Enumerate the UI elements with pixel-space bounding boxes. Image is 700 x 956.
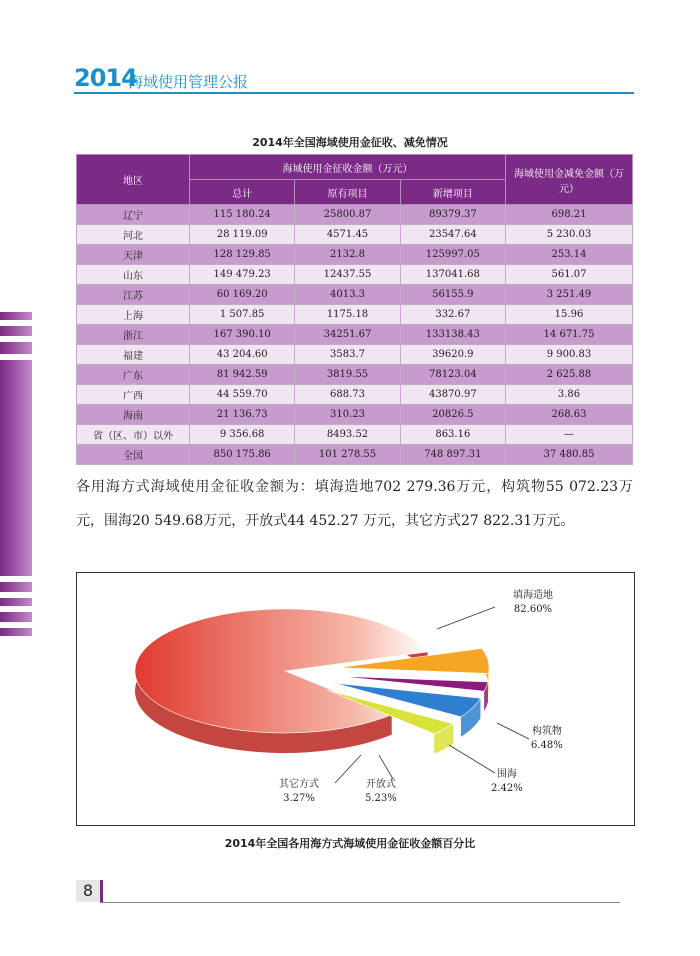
cell-region: 浙江	[77, 325, 190, 345]
cell-total: 81 942.59	[190, 365, 295, 385]
cell-total: 167 390.10	[190, 325, 295, 345]
pie-slice-0	[135, 609, 428, 733]
cell-orig: 1175.18	[295, 305, 400, 325]
header-reduce: 海域使用金减免金额（万元）	[506, 155, 633, 205]
cell-total: 128 129.85	[190, 245, 295, 265]
cell-orig: 34251.67	[295, 325, 400, 345]
cell-new: 78123.04	[400, 365, 505, 385]
cell-reduce: 14 671.75	[506, 325, 633, 345]
table-row	[77, 445, 633, 465]
label-other: 其它方式 3.27%	[279, 779, 319, 804]
table-row	[77, 245, 633, 265]
cell-orig: 25800.87	[295, 205, 400, 225]
cell-total: 1 507.85	[190, 305, 295, 325]
cell-region: 海南	[77, 405, 190, 425]
cell-orig: 2132.8	[295, 245, 400, 265]
cell-total: 44 559.70	[190, 385, 295, 405]
cell-orig: 101 278.55	[295, 445, 400, 465]
leader-line	[497, 723, 529, 739]
table-row	[77, 405, 633, 425]
cell-region: 山东	[77, 265, 190, 285]
cell-reduce: 561.07	[506, 265, 633, 285]
cell-total: 28 119.09	[190, 225, 295, 245]
page-number: 8	[76, 880, 103, 902]
cell-orig: 4571.45	[295, 225, 400, 245]
cell-region: 江苏	[77, 285, 190, 305]
cell-new: 125997.05	[400, 245, 505, 265]
cell-new: 89379.37	[400, 205, 505, 225]
header-group: 海域使用金征收金额（万元）	[190, 155, 506, 180]
cell-orig: 8493.52	[295, 425, 400, 445]
cell-region: 广东	[77, 365, 190, 385]
leader-line	[335, 755, 361, 783]
table-row	[77, 225, 633, 245]
header-total: 总计	[190, 180, 295, 205]
cell-reduce: 268.63	[506, 405, 633, 425]
cell-region: 全国	[77, 445, 190, 465]
label-open: 开放式 5.23%	[365, 779, 397, 804]
cell-orig: 12437.55	[295, 265, 400, 285]
cell-new: 43870.97	[400, 385, 505, 405]
cell-region: 上海	[77, 305, 190, 325]
cell-total: 149 479.23	[190, 265, 295, 285]
cell-region: 省（区、市）以外	[77, 425, 190, 445]
side-decoration	[0, 312, 32, 642]
cell-reduce: 5 230.03	[506, 225, 633, 245]
cell-new: 23547.64	[400, 225, 505, 245]
cell-orig: 3583.7	[295, 345, 400, 365]
cell-new: 39620.9	[400, 345, 505, 365]
summary-paragraph: 各用海方式海域使用金征收金额为：填海造地702 279.36万元，构筑物55 072.23万元，围海20 549.68万元，开放式44 452.27 万元，其它方式27 822.31万元。	[76, 479, 633, 529]
cell-reduce: 9 900.83	[506, 345, 633, 365]
cell-new: 863.16	[400, 425, 505, 445]
cell-new: 332.67	[400, 305, 505, 325]
cell-new: 133138.43	[400, 325, 505, 345]
cell-reduce: 3 251.49	[506, 285, 633, 305]
table-row	[77, 265, 633, 285]
cell-total: 43 204.60	[190, 345, 295, 365]
page-header	[74, 64, 634, 94]
cell-total: 115 180.24	[190, 205, 295, 225]
cell-new: 56155.9	[400, 285, 505, 305]
cell-reduce: 37 480.85	[506, 445, 633, 465]
leader-line	[379, 755, 393, 779]
label-enclosed: 围海 2.42%	[491, 769, 523, 794]
cell-new: 748 897.31	[400, 445, 505, 465]
cell-total: 850 175.86	[190, 445, 295, 465]
leader-line	[449, 745, 495, 773]
header-orig: 原有项目	[295, 180, 400, 205]
cell-orig: 4013.3	[295, 285, 400, 305]
cell-reduce: 698.21	[506, 205, 633, 225]
cell-reduce: —	[506, 425, 633, 445]
leader-line	[437, 607, 495, 629]
header-rule	[74, 92, 634, 94]
table-row	[77, 305, 633, 325]
table-row	[77, 325, 633, 345]
label-structure: 构筑物 6.48%	[531, 726, 563, 751]
cell-new: 137041.68	[400, 265, 505, 285]
cell-orig: 3819.55	[295, 365, 400, 385]
fee-table	[76, 154, 633, 465]
header-year: 2014	[74, 64, 137, 92]
table-row	[77, 365, 633, 385]
chart-title: 2014年全国各用海方式海域使用金征收金额百分比	[224, 837, 476, 850]
footer-rule	[100, 902, 620, 903]
cell-region: 天津	[77, 245, 190, 265]
cell-new: 20826.5	[400, 405, 505, 425]
cell-orig: 688.73	[295, 385, 400, 405]
cell-total: 21 136.73	[190, 405, 295, 425]
table-row	[77, 205, 633, 225]
cell-reduce: 253.14	[506, 245, 633, 265]
cell-total: 9 356.68	[190, 425, 295, 445]
cell-region: 辽宁	[77, 205, 190, 225]
table-title: 2014年全国海域使用金征收、减免情况	[252, 136, 448, 149]
header-region: 地区	[77, 155, 190, 205]
pie-chart	[76, 572, 635, 826]
cell-region: 河北	[77, 225, 190, 245]
cell-total: 60 169.20	[190, 285, 295, 305]
table-row	[77, 345, 633, 365]
table-row	[77, 425, 633, 445]
cell-region: 广西	[77, 385, 190, 405]
cell-region: 福建	[77, 345, 190, 365]
cell-reduce: 3.86	[506, 385, 633, 405]
header-new: 新增项目	[400, 180, 505, 205]
table-row	[77, 285, 633, 305]
label-fill: 填海造地 82.60%	[513, 590, 553, 615]
header-title: 海域使用管理公报	[128, 73, 249, 91]
cell-reduce: 2 625.88	[506, 365, 633, 385]
cell-orig: 310.23	[295, 405, 400, 425]
table-row	[77, 385, 633, 405]
cell-reduce: 15.96	[506, 305, 633, 325]
